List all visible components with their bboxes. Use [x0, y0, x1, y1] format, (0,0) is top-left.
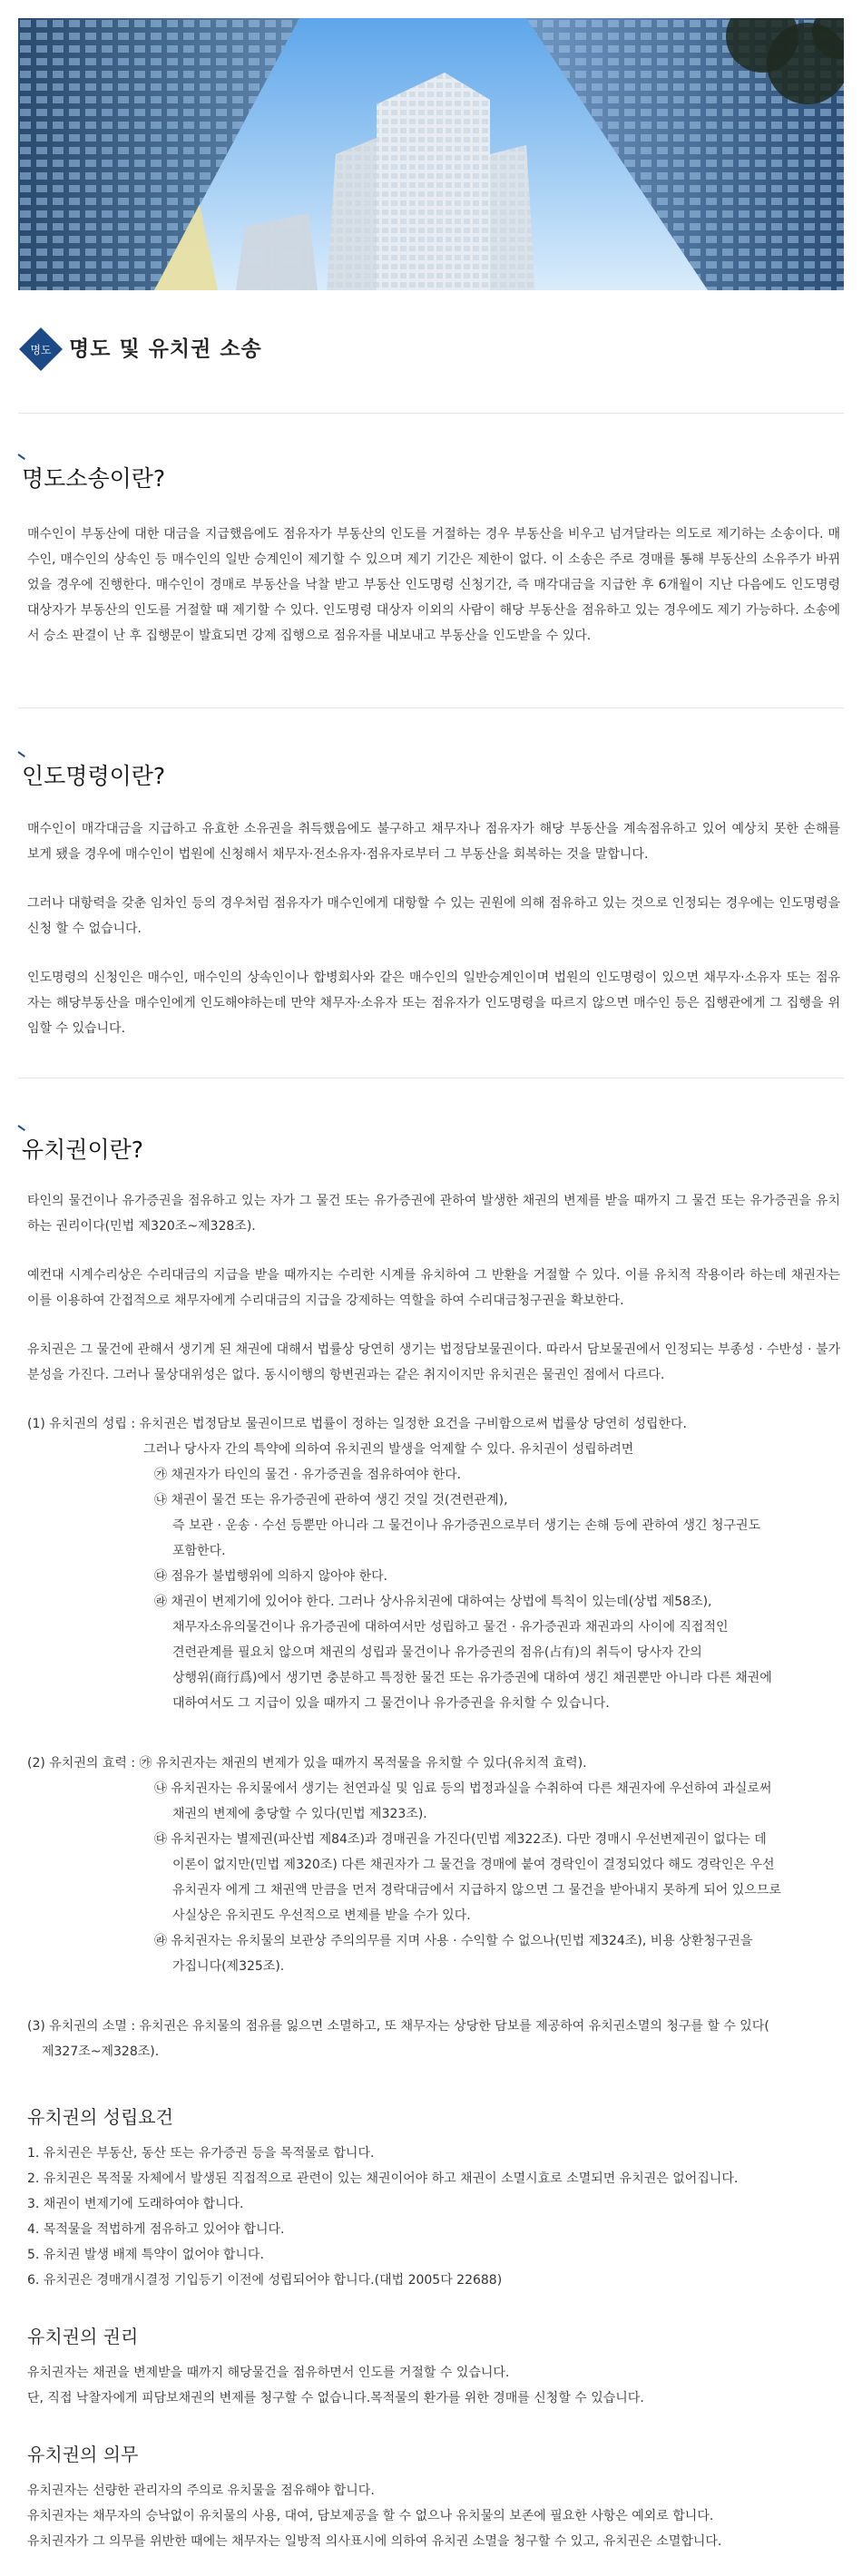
list-item: 대하여서도 그 지급이 있을 때까지 그 물건이나 유가증권을 유치할 수 있습니다.	[172, 1696, 610, 1711]
list-item: 2. 유치권은 목적물 자체에서 발생된 직접적으로 관련이 있는 채권이어야 하고 채권이 소멸시효로 소멸되면 유치권은 없어집니다.	[27, 2171, 739, 2186]
list-item: 유치권자가 그 의무를 위반한 때에는 채무자는 일방적 의사표시에 의하여 유치권 소멸을 청구할 수 있고, 유치권은 소멸합니다.	[27, 2534, 722, 2549]
list-item: ㉮ 채권자가 타인의 물건 · 유가증권을 점유하여야 한다.	[154, 1468, 462, 1482]
list-item: 상행위(商行爲)에서 생기면 충분하고 특정한 물건 또는 유가증권에 대하여 생긴 채권뿐만 아니라 다른 채권에	[172, 1671, 772, 1685]
section-divider	[18, 707, 844, 708]
list-item: 즉 보관 · 운송 · 수선 등뿐만 아니라 그 물건이나 유가증권으로부터 생기는 손해 등에 관하여 생긴 청구권도	[172, 1518, 761, 1533]
title-row	[18, 327, 844, 377]
extinction-text: (3) 유치권의 소멸 : 유치권은 유치물의 점유를 잃으면 소멸하고, 또 채무자는 상당한 담보를 제공하여 유치권소멸의 청구를 할 수 있다(	[27, 2019, 769, 2034]
paragraph: 예컨대 시계수리상은 수리대금의 지급을 받을 때까지는 수리한 시계를 유치하여 그 반환을 거절할 수 있다. 이를 유치적 작용이라 하는데 채권자는 이를 이용하여 간접적으로 채무자에게 수리대금의 지급을 강제하는 역할을 하여 수리대금청구권을 확보한다.	[27, 1268, 840, 1308]
list-item: ㉯ 채권이 물건 또는 유가증권에 관하여 생긴 것일 것(견련관계),	[154, 1493, 508, 1508]
section-heading: 유치권이란?	[22, 1137, 144, 1163]
list-item: 1. 유치권은 부동산, 동산 또는 유가증권 등을 목적물로 합니다.	[27, 2146, 375, 2161]
list-item: 포함한다.	[172, 1544, 226, 1558]
list-item: 5. 유치권 발생 배제 특약이 없어야 합니다.	[27, 2248, 264, 2262]
effect-lead: (2) 유치권의 효력 : ㉮ 유치권자는 채권의 변제가 있을 때까지 목적물을 유치할 수 있다(유치적 효력).	[27, 1756, 587, 1771]
heading-accent-icon	[17, 1125, 25, 1131]
list-item: 유치권자는 선량한 관리자의 주의로 유치물을 점유해야 합니다.	[27, 2483, 375, 2498]
paragraph: 타인의 물건이나 유가증권을 점유하고 있는 자가 그 물건 또는 유가증권에 관하여 발생한 채권의 변제를 받을 때까지 그 물건 또는 유가증권을 유치하는 권리이다(민법 제320조~제328조).	[27, 1194, 840, 1234]
svg-text:명도: 명도	[30, 344, 52, 356]
list-item: ㉰ 점유가 불법행위에 의하지 않아야 한다.	[154, 1569, 388, 1584]
list-item: 가집니다(제325조).	[172, 1959, 285, 1974]
paragraph: 유치권은 그 물건에 관해서 생기게 된 채권에 대해서 법률상 당연히 생기는 법정담보물권이다. 따라서 담보물권에서 인정되는 부종성 · 수반성 · 불가분성을 가진다. 그러나 물상대위성은 없다. 동시이행의 항변권과는 같은 취지이지만 유치권은 물권인 점에서 다르다.	[27, 1342, 840, 1382]
list-item: 견련관계를 필요치 않으며 채권의 성립과 물건이나 유가증권의 점유(占有)의 취득이 당사자 간의	[172, 1645, 702, 1660]
list-item: ㉯ 유치권자는 유치물에서 생기는 천연과실 및 임료 등의 법정과실을 수취하여 다른 채권자에 우선하여 과실로써	[154, 1781, 772, 1796]
list-item: 6. 유치권은 경매개시결정 기입등기 이전에 성립되어야 합니다.(대법 2005다 22688)	[27, 2273, 503, 2288]
list-item: 채권의 변제에 충당할 수 있다(민법 제323조).	[172, 1807, 427, 1821]
list-item: 4. 목적물을 적법하게 점유하고 있어야 합니다.	[27, 2222, 285, 2237]
subheading-rights: 유치권의 권리	[27, 2326, 139, 2347]
paragraph: 매수인이 부동산에 대한 대금을 지급했음에도 점유자가 부동산의 인도를 거절하는 경우 부동산을 비우고 넘겨달라는 의도로 제기하는 소송이다. 매수인, 매수인의 상속인 등 매수인의 일반 승계인이 제기할 수 있으며 제기 기간은 제한이 없다. 이 소송은 주로 경매를 통해 부동산의 소유주가 바뀌었을 경우에 진행한다. 매수인이 경매로 부동산을 낙찰 받고 부동산 인도명령 신청기간, 즉 매각대금을 지급한 후 6개월이 지난 다음에도 인도명령 대상자가 부동산의 인도를 거절할 때 제기할 수 있다. 인도명령 대상자 이외의 사람이 해당 부동산을 점유하고 있는 경우에도 제기 가능하다. 소송에서 승소 판결이 난 후 집행문이 발효되면 강제 집행으로 점유자를 내보내고 부동산을 인도받을 수 있다.	[27, 527, 840, 643]
establishment-lead: 그러나 당사자 간의 특약에 의하여 유치권의 발생을 억제할 수 있다. 유치권이 성립하려면	[143, 1442, 634, 1457]
page-title: 명도 및 유치권 소송	[69, 337, 262, 361]
subheading-duties: 유치권의 의무	[27, 2444, 139, 2465]
list-item: 3. 채권이 변제기에 도래하여야 합니다.	[27, 2197, 244, 2211]
list-item: ㉱ 채권이 변제기에 있어야 한다. 그러나 상사유치권에 대하여는 상법에 특칙이 있는데(상법 제58조),	[154, 1595, 712, 1609]
list-item: ㉰ 유치권자는 별제권(파산법 제84조)과 경매권을 가진다(민법 제322조). 다만 경매시 우선변제권이 없다는 데	[154, 1832, 767, 1847]
hero-image	[18, 18, 844, 290]
list-item: 사실상은 유치권도 우선적으로 변제를 받을 수가 있다.	[172, 1908, 471, 1923]
paragraph: 매수인이 매각대금을 지급하고 유효한 소유권을 취득했음에도 불구하고 채무자나 점유자가 해당 부동산을 계속점유하고 있어 예상치 못한 손해를 보게 됐을 경우에 매수인이 법원에 신청해서 채무자·전소유자·점유자로부터 그 부동산을 회복하는 것을 말합니다.	[27, 822, 840, 862]
section-heading: 인도명령이란?	[22, 763, 166, 789]
section-divider	[18, 413, 844, 414]
list-item: 이론이 없지만(민법 제320조) 다른 채권자가 그 물건을 경매에 붙여 경락인이 결정되었다 해도 경락인은 우선	[172, 1858, 775, 1872]
list-item: 유치권자는 채권을 변제받을 때까지 해당물건을 점유하면서 인도를 거절할 수 있습니다.	[27, 2366, 510, 2380]
list-item: ㉱ 유치권자는 유치물의 보관상 주의의무를 지며 사용 · 수익할 수 없으나(민법 제324조), 비용 상환청구권을	[154, 1934, 753, 1948]
list-item: 단, 직접 낙찰자에게 피담보채권의 변제를 청구할 수 없습니다.목적물의 환가를 위한 경매를 신청할 수 있습니다.	[27, 2391, 644, 2405]
paragraph: 인도명령의 신청인은 매수인, 매수인의 상속인이나 합병회사와 같은 매수인의 일반승계인이며 법원의 인도명령이 있으면 채무자·소유자 또는 점유자는 해당부동산을 매수인에게 인도해야하는데 만약 채무자·소유자 또는 점유자가 인도명령을 따르지 않으면 매수인 등은 집행관에게 그 집행을 위임할 수 있습니다.	[27, 971, 840, 1036]
subheading-requirements: 유치권의 성립요건	[27, 2106, 173, 2128]
list-item: 유치권자는 채무자의 승낙없이 유치물의 사용, 대여, 담보제공을 할 수 없으나 유치물의 보존에 필요한 사항은 예외로 합니다.	[27, 2509, 714, 2523]
extinction-text: 제327조~제328조).	[42, 2044, 160, 2059]
heading-accent-icon	[17, 751, 25, 757]
establishment-lead: (1) 유치권의 성립 : 유치권은 법정담보 물권이므로 법률이 정하는 일정한 요건을 구비함으로써 법률상 당연히 성립한다.	[27, 1417, 687, 1431]
paragraph: 그러나 대항력을 갖춘 임차인 등의 경우처럼 점유자가 매수인에게 대항할 수 있는 권원에 의해 점유하고 있는 것으로 인정되는 경우에는 인도명령을 신청 할 수 없습니다.	[27, 896, 840, 936]
list-item: 채무자소유의물건이나 유가증권에 대하여서만 성립하고 물건 · 유가증권과 채권과의 사이에 직접적인	[172, 1620, 729, 1634]
list-item: 유치권자 에게 그 채권액 만큼을 먼저 경락대금에서 지급하지 않으면 그 물건을 받아내지 못하게 되어 있으므로	[172, 1883, 781, 1898]
diamond-logo-icon	[18, 327, 64, 372]
section-heading: 명도소송이란?	[22, 465, 166, 492]
building-skyline-illustration	[18, 18, 844, 290]
heading-accent-icon	[17, 454, 25, 460]
